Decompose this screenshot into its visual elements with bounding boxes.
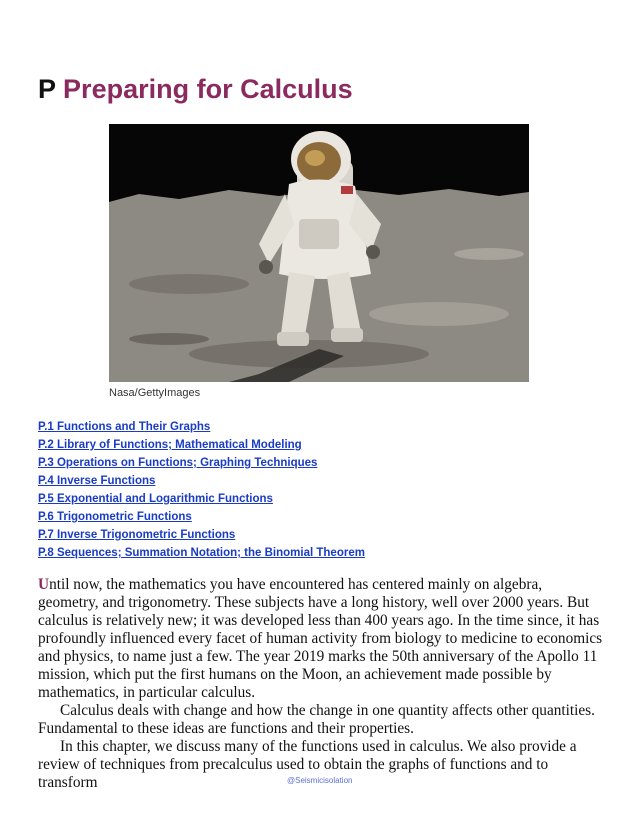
toc-item <box>38 436 365 454</box>
intro-paragraph-3: In this chapter, we discuss many of the functions used in calculus. We also provide a review of techniques from precalculus used to obtain the graphs of functions and to transform <box>38 738 577 791</box>
toc-item <box>38 508 365 526</box>
toc-link-p3[interactable]: P.3 Operations on Functions; Graphing Techniques <box>38 457 318 469</box>
drop-cap: U <box>38 576 50 593</box>
toc-item <box>38 544 365 562</box>
intro-paragraph-2: Calculus deals with change and how the change in one quantity affects other quantities. Fundamental to these ideas are functions and their properties. <box>38 702 595 737</box>
astronaut-photo <box>109 124 529 382</box>
toc-link-p4[interactable]: P.4 Inverse Functions <box>38 475 156 487</box>
section-list <box>38 418 365 562</box>
intro-paragraph-1-text: ntil now, the mathematics you have encountered has centered mainly on algebra, geometry, and trigonometry. These subjects have a long history, well over 2000 years. But calculus is relatively new; it was developed less than 400 years ago. In the time since, it has profoundly influenced every facet of human activity from biology to medicine to economics and physics, to name just a few. The year 2019 marks the 50th anniversary of the Apollo 11 mission, which put the first humans on the Moon, an achievement made possible by mathematics, in particular calculus. <box>38 576 603 701</box>
toc-item <box>38 418 365 436</box>
toc-item <box>38 472 365 490</box>
toc-link-p8[interactable]: P.8 Sequences; Summation Notation; the Binomial Theorem <box>38 547 365 559</box>
chapter-intro <box>38 576 604 792</box>
toc-link-p6[interactable]: P.6 Trigonometric Functions <box>38 511 192 523</box>
toc-link-p1[interactable]: P.1 Functions and Their Graphs <box>38 421 211 433</box>
watermark: @Seismicisolation <box>287 776 353 785</box>
chapter-title <box>38 72 353 106</box>
intro-paragraph-1 <box>38 576 604 702</box>
toc-link-p5[interactable]: P.5 Exponential and Logarithmic Functions <box>38 493 273 505</box>
chapter-number: P <box>38 74 56 104</box>
chapter-name: Preparing for Calculus <box>63 74 353 104</box>
toc-link-p7[interactable]: P.7 Inverse Trigonometric Functions <box>38 529 236 541</box>
toc-item <box>38 526 365 544</box>
photo-credit: Nasa/GettyImages <box>109 387 201 399</box>
toc-item <box>38 490 365 508</box>
toc-link-p2[interactable]: P.2 Library of Functions; Mathematical Modeling <box>38 439 302 451</box>
toc-item <box>38 454 365 472</box>
